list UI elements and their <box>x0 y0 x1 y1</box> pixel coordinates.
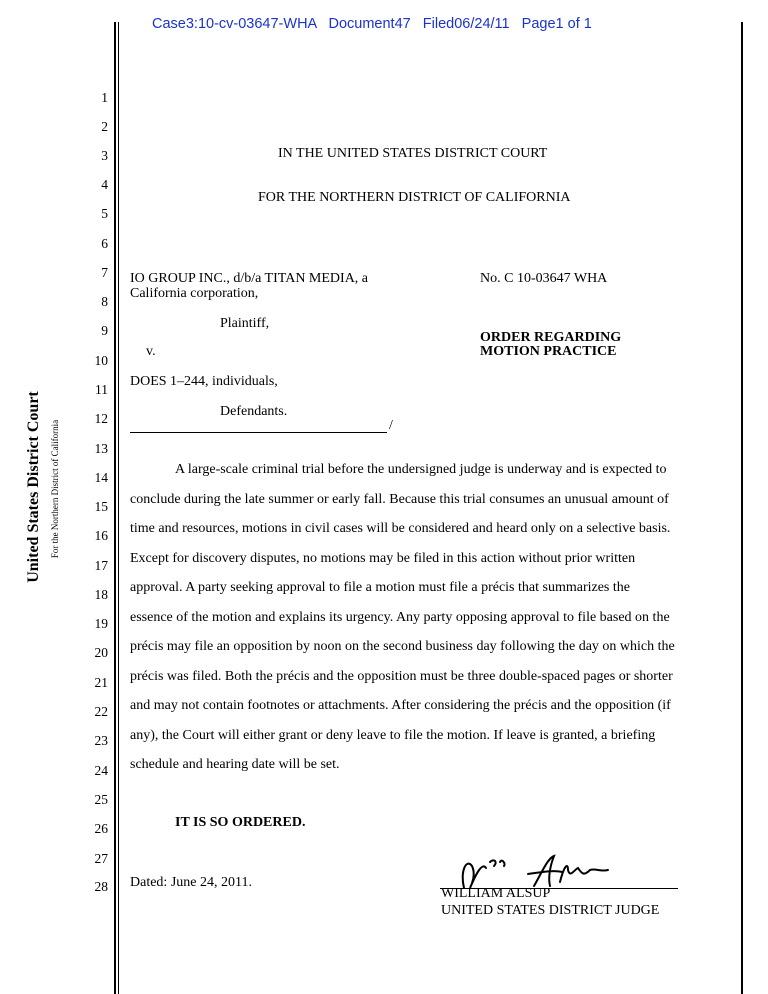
line-number: 23 <box>94 733 108 748</box>
right-margin-rule <box>741 22 743 994</box>
court-title-line-1: IN THE UNITED STATES DISTRICT COURT <box>278 146 548 161</box>
order-title-2: MOTION PRACTICE <box>480 344 617 359</box>
body-line: any), the Court will either grant or deny leave to file the motion. If leave is granted, a briefing <box>130 727 656 743</box>
line-number: 15 <box>94 499 108 514</box>
judge-name: WILLIAM ALSUP <box>441 886 551 901</box>
line-number: 12 <box>94 411 108 426</box>
line-number: 8 <box>101 294 108 309</box>
line-number: 4 <box>101 177 108 192</box>
case-header: Case3:10-cv-03647-WHA Document47 Filed06/24/11 Page1 of 1 <box>152 16 592 32</box>
line-number: 18 <box>94 587 108 602</box>
caption-slash: / <box>389 418 393 433</box>
line-number: 1 <box>101 90 108 105</box>
sidebar-district: For the Northern District of California <box>50 419 60 559</box>
body-line: time and resources, motions in civil cases will be considered and heard only on a selective basis. <box>130 521 671 536</box>
left-margin-rule-inner <box>118 22 119 994</box>
line-number: 6 <box>101 236 108 251</box>
line-number: 19 <box>94 616 108 631</box>
line-number: 17 <box>94 558 108 573</box>
left-margin-rule-outer <box>114 22 116 994</box>
line-number: 20 <box>94 645 108 660</box>
order-title-1: ORDER REGARDING <box>480 330 622 345</box>
body-line: approval. A party seeking approval to file a motion must file a précis that summarizes the <box>130 580 630 595</box>
line-number: 21 <box>94 675 108 690</box>
line-number: 16 <box>94 528 108 543</box>
body-line: Except for discovery disputes, no motions may be filed in this action without prior written <box>130 550 636 566</box>
line-number: 26 <box>94 821 108 836</box>
sidebar-court-name: United States District Court <box>25 391 42 583</box>
plaintiff-name-2: California corporation, <box>130 286 259 301</box>
line-number: 22 <box>94 704 108 719</box>
body-line: précis was filed. Both the précis and the opposition must be three double-spaced pages or shorter <box>130 668 673 684</box>
case-number: No. C 10-03647 WHA <box>480 271 608 286</box>
line-number: 13 <box>94 441 108 456</box>
line-number: 5 <box>101 206 108 221</box>
body-line: essence of the motion and explains its urgency. Any party opposing approval to file based on the <box>130 609 670 625</box>
line-number: 14 <box>94 470 108 485</box>
body-line: and may not contain footnotes or attachments. After considering the précis and the opposition (if <box>130 698 671 713</box>
line-number: 25 <box>94 792 108 807</box>
defendant-label: Defendants. <box>220 404 288 419</box>
line-number: 11 <box>95 382 108 397</box>
judge-title-text: UNITED STATES DISTRICT JUDGE <box>441 903 660 918</box>
line-number: 27 <box>94 851 108 866</box>
line-number: 7 <box>101 265 108 280</box>
so-ordered: IT IS SO ORDERED. <box>175 815 306 830</box>
court-title-line-2: FOR THE NORTHERN DISTRICT OF CALIFORNIA <box>258 190 571 205</box>
body-line: conclude during the late summer or early fall. Because this trial consumes an unusual amount of <box>130 491 669 507</box>
line-number: 10 <box>94 353 108 368</box>
body-line: précis may file an opposition by noon on the second business day following the day on which the <box>130 639 675 654</box>
line-number: 3 <box>101 148 108 163</box>
caption-underline <box>130 432 387 433</box>
line-number: 28 <box>94 879 108 894</box>
line-number: 24 <box>94 763 108 778</box>
versus: v. <box>146 344 156 359</box>
plaintiff-name-1: IO GROUP INC., d/b/a TITAN MEDIA, a <box>130 271 369 286</box>
dated-line: Dated: June 24, 2011. <box>130 875 252 890</box>
line-number: 2 <box>101 119 108 134</box>
judge-title <box>441 903 659 919</box>
body-line: schedule and hearing date will be set. <box>130 757 340 772</box>
plaintiff-label: Plaintiff, <box>220 316 270 331</box>
body-line: A large-scale criminal trial before the undersigned judge is underway and is expected to <box>175 462 667 477</box>
line-number: 9 <box>101 323 108 338</box>
defendant-name: DOES 1–244, individuals, <box>130 374 278 389</box>
